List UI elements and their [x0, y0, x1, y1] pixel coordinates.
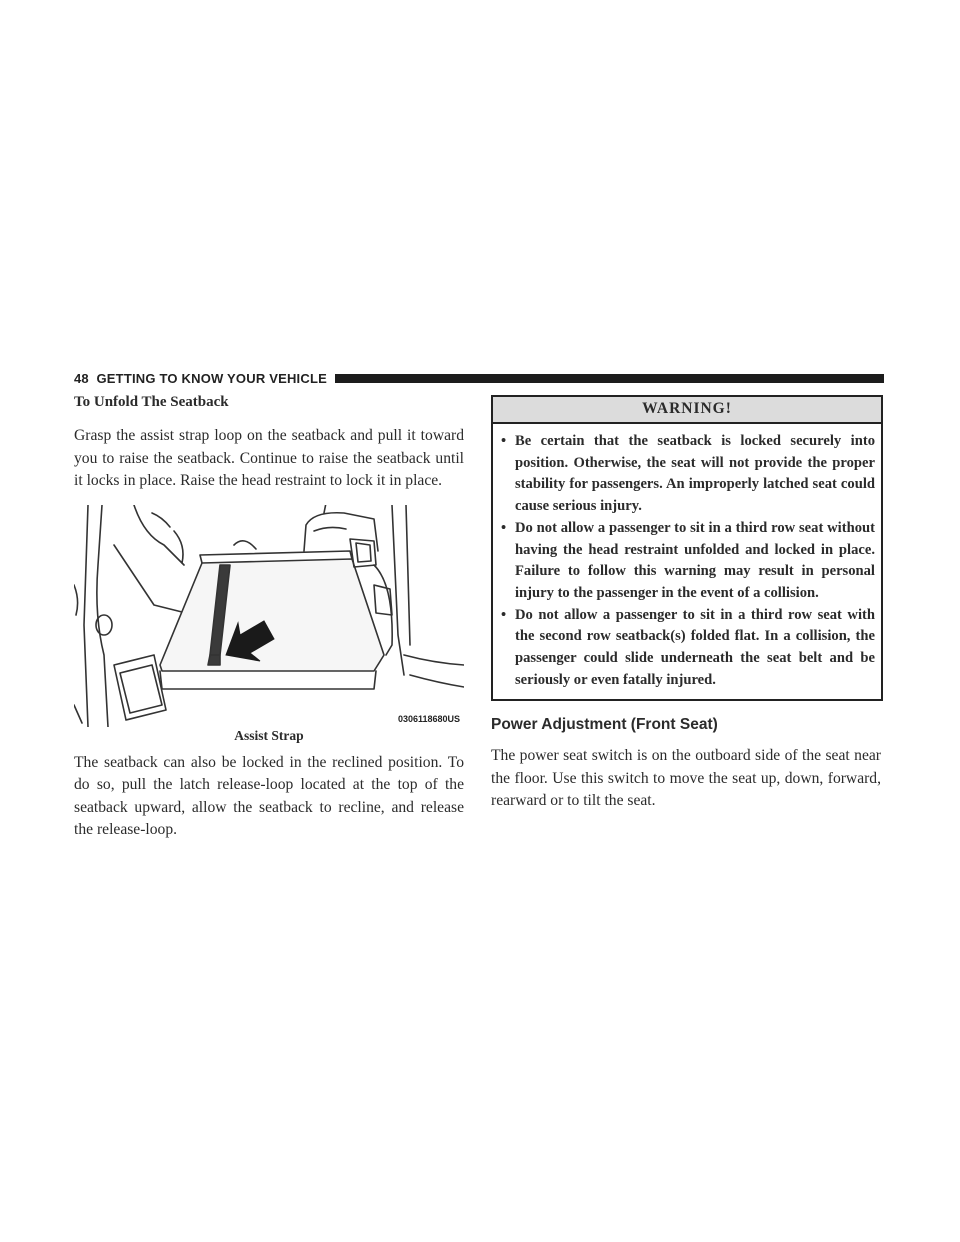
unfold-instructions: Grasp the assist strap loop on the seatback and pull it toward you to raise the seatback. Continue to raise the seatback until it locks in place. Raise the head restraint to lock it in place. — [74, 427, 464, 489]
warning-box — [491, 395, 883, 701]
right-column — [491, 395, 881, 813]
bullet-icon: • — [501, 519, 507, 536]
unfold-seatback-heading: To Unfold The Seatback — [74, 394, 229, 410]
section-title: GETTING TO KNOW YOUR VEHICLE — [96, 370, 327, 386]
bullet-icon: • — [501, 606, 507, 623]
figure-code: 0306118680US — [397, 713, 460, 724]
power-adjustment-heading: Power Adjustment (Front Seat) — [491, 716, 718, 734]
header-rule — [335, 374, 884, 383]
page-header — [74, 370, 884, 386]
power-adjustment-text: The power seat switch is on the outboard side of the seat near the floor. Use this switch to move the seat up, down, forward, rearward or to tilt the seat. — [491, 747, 881, 810]
warning-list — [493, 424, 881, 699]
recline-lock-instructions: The seatback can also be locked in the reclined position. To do so, pull the latch release-loop located at the top of the seatback upward, allow the seatback to recline, and release the release-loop. — [74, 753, 464, 838]
warning-item: • Do not allow a passenger to sit in a third row seat without having the head restraint unfolded and locked in place. Failure to follow this warning may result in personal injury to the passenger in the event of a collision. — [501, 519, 875, 601]
figure-caption: Assist Strap — [234, 727, 304, 743]
assist-strap-illustration — [74, 505, 464, 727]
bullet-icon: • — [501, 433, 507, 449]
assist-strap-figure — [74, 505, 464, 727]
left-column — [74, 393, 464, 842]
warning-item: • Do not allow a passenger to sit in a third row seat with the second row seatback(s) folded flat. In a collision, the passenger could slide underneath the seat belt and be seriously or even fatally injured. — [501, 606, 875, 688]
page-header-text — [74, 371, 327, 386]
warning-item: • Be certain that the seatback is locked securely into position. Otherwise, the seat will not provide the proper stability for passengers. An improperly latched seat could cause serious injury. — [501, 433, 875, 515]
warning-title: WARNING! — [493, 397, 881, 424]
page-number: 48 — [74, 370, 89, 386]
